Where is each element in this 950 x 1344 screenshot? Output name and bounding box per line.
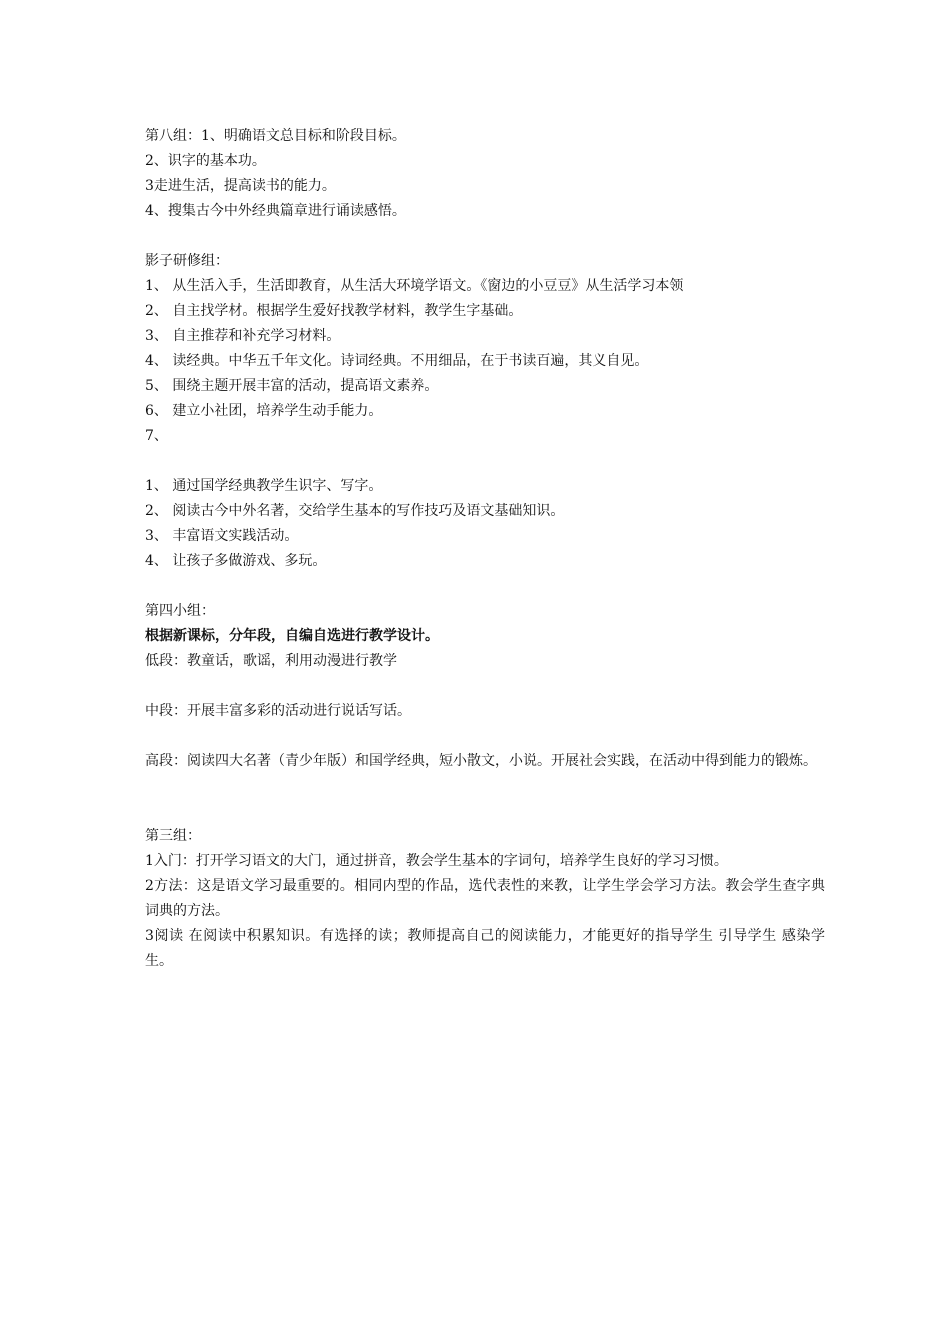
group4-mid-stage: 中段：开展丰富多彩的活动进行说话写话。 [145, 703, 411, 719]
spacer [145, 449, 825, 474]
shadow-list-item: 3、 自主推荐和补充学习材料。 [145, 328, 341, 344]
group4-title: 第四小组： [145, 603, 215, 619]
group8-line: 第八组：1、明确语文总目标和阶段目标。 [145, 128, 406, 144]
spacer [145, 774, 825, 824]
group8-line: 3走进生活，提高读书的能力。 [145, 178, 336, 194]
shadow-group-title: 影子研修组： [145, 253, 229, 269]
unnamed-list-item: 4、 让孩子多做游戏、多玩。 [145, 553, 327, 569]
group3-title: 第三组： [145, 828, 201, 844]
shadow-list-item: 2、 自主找学材。根据学生爱好找教学材料，教学生字基础。 [145, 303, 523, 319]
shadow-list-item: 5、 围绕主题开展丰富的活动，提高语文素养。 [145, 378, 439, 394]
group4-low-stage: 低段：教童话，歌谣，利用动漫进行教学 [145, 653, 397, 669]
spacer [145, 674, 825, 699]
group8-line: 2、识字的基本功。 [145, 153, 266, 169]
shadow-group-section [145, 249, 825, 449]
group3-item: 3阅读 在阅读中积累知识。有选择的读；教师提高自己的阅读能力，才能更好的指导学生 引导学生 感染学生。 [145, 928, 825, 969]
group8-line: 4、搜集古今中外经典篇章进行诵读感悟。 [145, 203, 406, 219]
group3-item: 2方法：这是语文学习最重要的。相同内型的作品，选代表性的来教，让学生学会学习方法。教会学生查字典 词典的方法。 [145, 878, 825, 919]
group3-item: 1入门：打开学习语文的大门，通过拼音，教会学生基本的字词句，培养学生良好的学习习惯。 [145, 853, 728, 869]
document-body [145, 124, 825, 974]
spacer [145, 574, 825, 599]
group4-high-stage: 高段：阅读四大名著（青少年版）和国学经典，短小散文，小说。开展社会实践，在活动中得到能力的锻炼。 [145, 753, 817, 769]
shadow-list-item: 1、 从生活入手，生活即教育，从生活大环境学语文。《窗边的小豆豆》从生活学习本领 [145, 278, 684, 294]
shadow-list-item: 7、 [145, 428, 168, 444]
unnamed-list-item: 2、 阅读古今中外名著，交给学生基本的写作技巧及语文基础知识。 [145, 503, 565, 519]
shadow-list-item: 4、 读经典。中华五千年文化。诗词经典。不用细品，在于书读百遍，其义自见。 [145, 353, 649, 369]
unnamed-list-item: 3、 丰富语文实践活动。 [145, 528, 299, 544]
unnamed-group-section [145, 474, 825, 574]
group4-section [145, 599, 825, 774]
group3-section [145, 824, 825, 974]
spacer [145, 724, 825, 749]
unnamed-list-item: 1、 通过国学经典教学生识字、写字。 [145, 478, 383, 494]
shadow-list-item: 6、 建立小社团，培养学生动手能力。 [145, 403, 383, 419]
group4-subtitle: 根据新课标，分年段，自编自选进行教学设计。 [145, 628, 439, 644]
spacer [145, 224, 825, 249]
group8-section [145, 124, 825, 224]
